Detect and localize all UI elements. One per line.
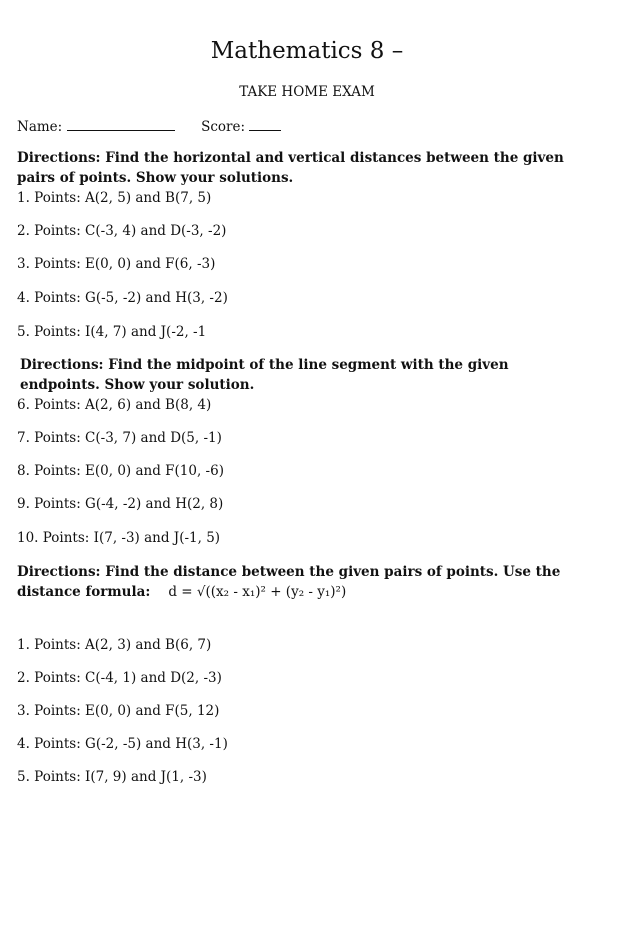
section-3-item-1: 1. Points: A(2, 3) and B(6, 7)	[17, 637, 212, 653]
exam-title: Mathematics 8 –	[210, 38, 404, 64]
section-1-item-4: 4. Points: G(-5, -2) and H(3, -2)	[17, 290, 228, 306]
section-1-directions: Directions: Find the horizontal and vertical distances between the given pairs of points. Show your solutions.	[17, 150, 564, 186]
section-1-item-3: 3. Points: E(0, 0) and F(6, -3)	[17, 256, 216, 272]
section-3-item-3: 3. Points: E(0, 0) and F(5, 12)	[17, 703, 220, 719]
exam-subtitle: TAKE HOME EXAM	[239, 84, 375, 100]
score-label: Score:	[201, 119, 246, 135]
section-2-item-9: 9. Points: G(-4, -2) and H(2, 8)	[17, 496, 224, 512]
section-2-item-8: 8. Points: E(0, 0) and F(10, -6)	[17, 463, 224, 479]
section-1-item-2: 2. Points: C(-3, 4) and D(-3, -2)	[17, 223, 227, 239]
section-3-item-4: 4. Points: G(-2, -5) and H(3, -1)	[17, 736, 228, 752]
section-1-item-1: 1. Points: A(2, 5) and B(7, 5)	[17, 190, 212, 206]
section-2-directions: Directions: Find the midpoint of the line segment with the given endpoints. Show your solution.	[20, 357, 509, 393]
section-3-item-5: 5. Points: I(7, 9) and J(1, -3)	[17, 769, 207, 785]
distance-formula: d = √((x₂ - x₁)² + (y₂ - y₁)²)	[168, 584, 347, 600]
section-3-item-2: 2. Points: C(-4, 1) and D(2, -3)	[17, 670, 222, 686]
section-3-directions	[17, 562, 587, 602]
name-label: Name:	[17, 119, 63, 135]
section-1-item-5: 5. Points: I(4, 7) and J(-2, -1	[17, 324, 207, 340]
section-2-item-7: 7. Points: C(-3, 7) and D(5, -1)	[17, 430, 222, 446]
student-info-line	[17, 116, 281, 136]
section-3-directions-text: Directions: Find the distance between the given pairs of points. Use the distance formula:	[17, 564, 561, 600]
score-blank[interactable]	[249, 116, 281, 131]
section-2-item-6: 6. Points: A(2, 6) and B(8, 4)	[17, 397, 212, 413]
section-2-item-10: 10. Points: I(7, -3) and J(-1, 5)	[17, 530, 221, 546]
name-blank[interactable]	[67, 116, 175, 131]
